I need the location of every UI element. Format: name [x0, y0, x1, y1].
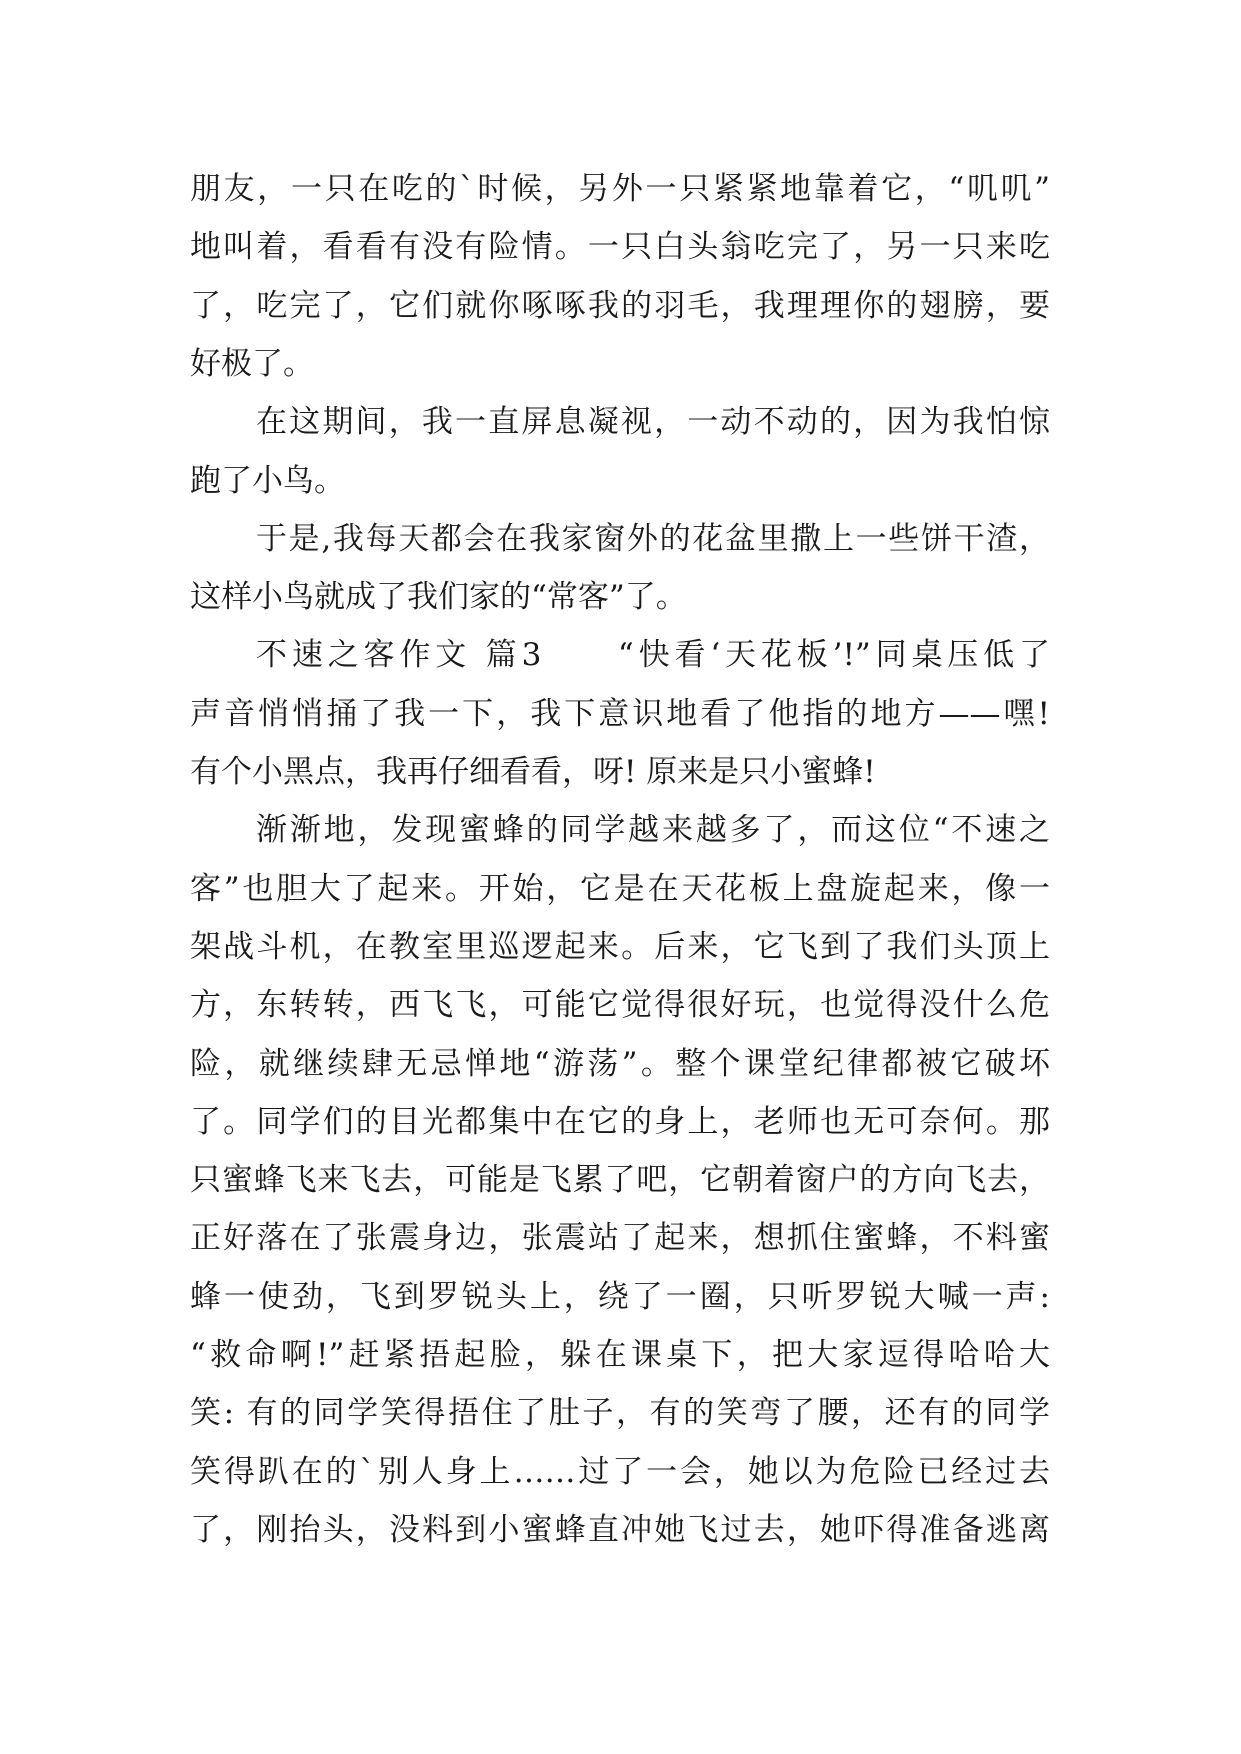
text-line: 跑了小鸟。: [190, 462, 345, 499]
text-line: 地叫着，看看有没有险情。一只白头翁吃完了，另一只来吃: [190, 229, 1050, 266]
text-line: 险，就继续肆无忌惮地“游荡”。整个课堂纪律都被它破坏: [190, 1045, 1050, 1082]
text-line: 好极了。: [190, 345, 314, 382]
text-line: 笑得趴在的`别人身上……过了一会，她以为危险已经过去: [190, 1453, 1050, 1490]
text-line: 于是,我每天都会在我家窗外的花盆里撒上一些饼干渣，: [256, 520, 1050, 557]
text-line: 这样小鸟就成了我们家的“常客”了。: [190, 579, 687, 616]
text-line: 只蜜蜂飞来飞去，可能是飞累了吧，它朝着窗户的方向飞去，: [190, 1162, 1050, 1199]
text-line: 笑: 有的同学笑得捂住了肚子，有的笑弯了腰，还有的同学: [190, 1395, 1050, 1432]
text-line: 方，东转转，西飞飞，可能它觉得很好玩，也觉得没什么危: [190, 987, 1050, 1024]
text-line: 不速之客作文 篇3 “快看‘天花板’!”同桌压低了: [256, 637, 1050, 674]
text-line: 客”也胆大了起来。开始，它是在天花板上盘旋起来，像一: [190, 870, 1050, 907]
text-line: 正好落在了张震身边，张震站了起来，想抓住蜜蜂，不料蜜: [190, 1220, 1050, 1257]
text-line: 在这期间，我一直屏息凝视，一动不动的，因为我怕惊: [256, 404, 1050, 441]
text-line: 了，吃完了，它们就你啄啄我的羽毛，我理理你的翅膀，要: [190, 287, 1050, 324]
text-line: “救命啊!”赶紧捂起脸，躲在课桌下，把大家逗得哈哈大: [190, 1337, 1050, 1373]
text-line: 了。同学们的目光都集中在它的身上，老师也无可奈何。那: [190, 1103, 1050, 1140]
text-line: 声音悄悄捅了我一下，我下意识地看了他指的地方——嘿!: [190, 695, 1050, 732]
text-line: 蜂一使劲，飞到罗锐头上，绕了一圈，只听罗锐大喊一声:: [190, 1278, 1050, 1315]
text-line: 渐渐地，发现蜜蜂的同学越来越多了，而这位“不速之: [256, 812, 1050, 849]
text-line: 有个小黑点，我再仔细看看，呀! 原来是只小蜜蜂!: [190, 754, 876, 790]
text-line: 架战斗机，在教室里巡逻起来。后来，它飞到了我们头顶上: [190, 928, 1050, 965]
text-line: 朋友，一只在吃的`时候，另外一只紧紧地靠着它，“叽叽”: [190, 171, 1050, 207]
text-line: 了，刚抬头，没料到小蜜蜂直冲她飞过去，她吓得准备逃离: [190, 1511, 1050, 1548]
